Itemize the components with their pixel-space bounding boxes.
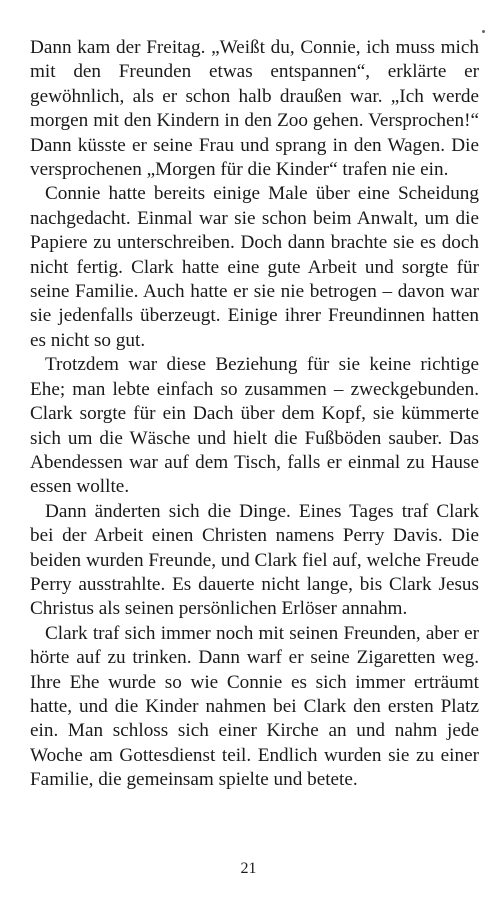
page-number: 21 bbox=[240, 860, 257, 877]
scan-mark bbox=[482, 30, 485, 33]
paragraph-5: Clark traf sich immer noch mit seinen Freunden, aber er hörte auf zu trinken. Dann warf er seine Zigaretten weg. Ihre Ehe wurde so wie Connie es sich immer erträumt hatte, und die Kinder nahmen bei Clark den ersten Platz ein. Man schloss sich einer Kirche an und nahm jede Woche am Gottesdienst teil. Endlich wurden sie zu einer Familie, die gemeinsam spielte und betete. bbox=[30, 622, 479, 791]
paragraph-2: Connie hatte bereits einige Male über eine Scheidung nachgedacht. Einmal war sie schon beim Anwalt, um die Papiere zu unterschreiben. Doch dann brachte sie es doch nicht fertig. Clark hatte eine gute Arbeit und sorgte für seine Familie. Auch hatte er sie nie betrogen – davon war sie jedenfalls überzeugt. Einige ihrer Freundinnen hatten es nicht so gut. bbox=[30, 183, 479, 351]
paragraph-3: Trotzdem war diese Beziehung für sie keine richtige Ehe; man lebte einfach so zusammen – zweckgebunden. Clark sorgte für ein Dach über dem Kopf, sie kümmerte sich um die Wäsche und hielt die Fußböden sauber. Das Abendessen war auf dem Tisch, falls er einmal zu Hause essen wollte. bbox=[30, 354, 479, 498]
body-text bbox=[30, 36, 479, 793]
paragraph-4: Dann änderten sich die Dinge. Eines Tages traf Clark bei der Arbeit einen Christen namens Perry Davis. Die beiden wurden Freunde, und Clark fiel auf, welche Freude Perry ausstrahlte. Es dauerte nicht lange, bis Clark Jesus Christus als seinen persönlichen Erlöser annahm. bbox=[30, 500, 479, 620]
paragraph-1: Dann kam der Freitag. „Weißt du, Connie, ich muss mich mit den Freunden etwas entspannen“, erklärte er gewöhnlich, als er schon halb draußen war. „Ich werde morgen mit den Kindern in den Zoo gehen. Versprochen!“ Dann küsste er seine Frau und sprang in den Wagen. Die versprochenen „Morgen für die Kinder“ trafen nie ein. bbox=[30, 37, 479, 181]
